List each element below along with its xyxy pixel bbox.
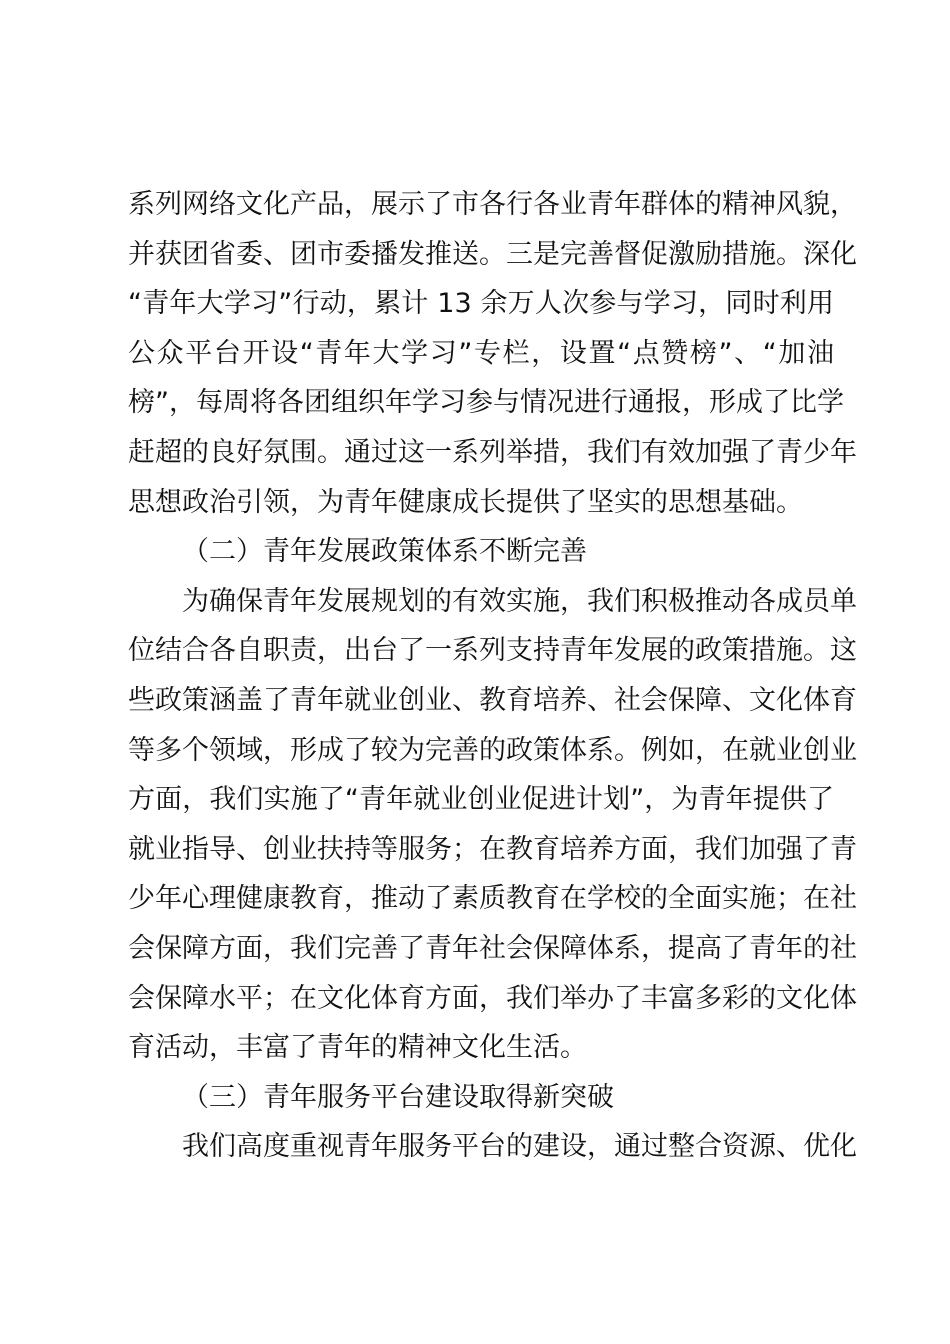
paragraph-line: 方面，我们实施了“青年就业创业促进计划”，为青年提供了 (128, 784, 834, 816)
paragraph-line: 并获团省委、团市委播发推送。三是完善督促激励措施。深化 (128, 238, 857, 270)
paragraph-line: 位结合各自职责，出台了一系列支持青年发展的政策措施。这 (128, 635, 857, 667)
document-body (128, 180, 857, 1172)
paragraph-line: 些政策涵盖了青年就业创业、教育培养、社会保障、文化体育 (128, 684, 857, 716)
paragraph-line: 系列网络文化产品，展示了市各行各业青年群体的精神风貌， (128, 189, 857, 220)
paragraph-line: 育活动，丰富了青年的精神文化生活。 (128, 1032, 587, 1064)
paragraph-line: 少年心理健康教育，推动了素质教育在学校的全面实施；在社 (128, 883, 857, 915)
paragraph-line: 思想政治引领，为青年健康成长提供了坚实的思想基础。 (128, 486, 803, 518)
paragraph-line: 榜”，每周将各团组织年学习参与情况进行通报，形成了比学 (128, 387, 844, 419)
paragraph-line: 为确保青年发展规划的有效实施，我们积极推动各成员单 (182, 585, 857, 617)
paragraph-line: 会保障方面，我们完善了青年社会保障体系，提高了青年的社 (128, 932, 857, 964)
paragraph-line: 公众平台开设“青年大学习”专栏，设置“点赞榜”、“加油 (128, 337, 834, 369)
paragraph-line: 就业指导、创业扶持等服务；在教育培养方面，我们加强了青 (128, 833, 857, 865)
paragraph-line: 会保障水平；在文化体育方面，我们举办了丰富多彩的文化体 (128, 982, 857, 1014)
paragraph-line: 我们高度重视青年服务平台的建设，通过整合资源、优化 (182, 1131, 857, 1163)
paragraph-line: 赶超的良好氛围。通过这一系列举措，我们有效加强了青少年 (128, 436, 857, 468)
paragraph-line: 等多个领域，形成了较为完善的政策体系。例如，在就业创业 (128, 734, 857, 766)
section-heading: （三）青年服务平台建设取得新突破 (182, 1081, 614, 1113)
section-heading: （二）青年发展政策体系不断完善 (182, 536, 587, 568)
paragraph-line: “青年大学习”行动，累计 13 余万人次参与学习，同时利用 (128, 288, 834, 320)
